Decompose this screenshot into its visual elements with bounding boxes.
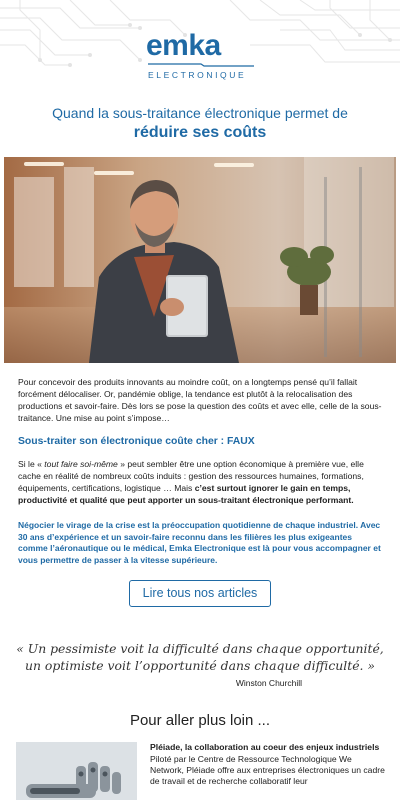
section-text-bold: c’est surtout ignorer le gain en temps, productivité et qualité que peut apporter un sous-traitant électronique performant. <box>18 483 354 505</box>
article-body <box>0 376 400 607</box>
section-heading: Sous-traiter son électronique coûte cher : FAUX <box>18 436 255 447</box>
article-description: Piloté par le Centre de Ressource Technologique We Network, Pléiade offre aux entreprises électroniques un cadre de travail et de recherche collaboratif leur <box>150 754 385 786</box>
header <box>0 0 400 96</box>
article-card[interactable] <box>0 742 400 800</box>
highlight-paragraph: Négocier le virage de la crise est la préoccupation quotidienne de chaque industriel. Avec 30 ans d’expérience et un savoir-faire reconnu dans les filières les plus exigeantes comme l’aéronautique ou le médical, Emka Electronique est là pour vous accompagner et vous permettre de passer à la vitesse supérieure. <box>18 520 381 565</box>
title-line-2: réduire ses coûts <box>133 124 267 141</box>
cta-wrap <box>18 580 382 607</box>
hero-illustration <box>4 157 396 363</box>
section-paragraph <box>18 458 382 506</box>
page-title <box>0 104 400 144</box>
section-text-mid: » peut sembler être une option économique à première vue, elle cache en réalité de nombreux coûts induits : gestion des ressources humaines, formations, équipements, certifications, logistique … Mais <box>18 459 364 493</box>
article-title[interactable]: Pléiade, la collaboration au coeur des enjeux industriels <box>150 742 380 752</box>
logo-underline <box>146 62 256 67</box>
article-thumbnail[interactable] <box>16 742 137 800</box>
intro-paragraph: Pour concevoir des produits innovants au moindre coût, on a longtemps pensé qu’il fallait forcément délocaliser. Or, pandémie oblige, la tendance est plutôt à la relocalisation des productions et savoir-faire. Dès lors se pose la question des coûts et avec elle, celle de la sous-traitance. Une mise au point s’impose… <box>18 377 382 423</box>
read-all-articles-button[interactable]: Lire tous nos articles <box>129 580 271 607</box>
quote-line-2: un optimiste voit l’opportunité dans chaque difficulté. » <box>24 658 376 673</box>
article-text <box>150 742 386 787</box>
quote-line-1: « Un pessimiste voit la difficulté dans chaque opportunité, <box>16 641 384 656</box>
brand-subtitle: ELECTRONIQUE <box>148 70 247 80</box>
quote <box>0 640 400 674</box>
more-section-title: Pour aller plus loin ... <box>129 712 271 729</box>
quote-author: Winston Churchill <box>235 678 302 688</box>
brand-logo[interactable] <box>146 31 256 80</box>
title-line-1: Quand la sous-traitance électronique permet de <box>52 105 348 121</box>
robot-hand-illustration <box>16 742 137 800</box>
brand-name: emka <box>146 29 221 62</box>
section-text-italic: tout faire soi-même <box>44 459 118 469</box>
hero-image <box>4 157 396 363</box>
section-text-start: Si le « <box>18 459 45 469</box>
